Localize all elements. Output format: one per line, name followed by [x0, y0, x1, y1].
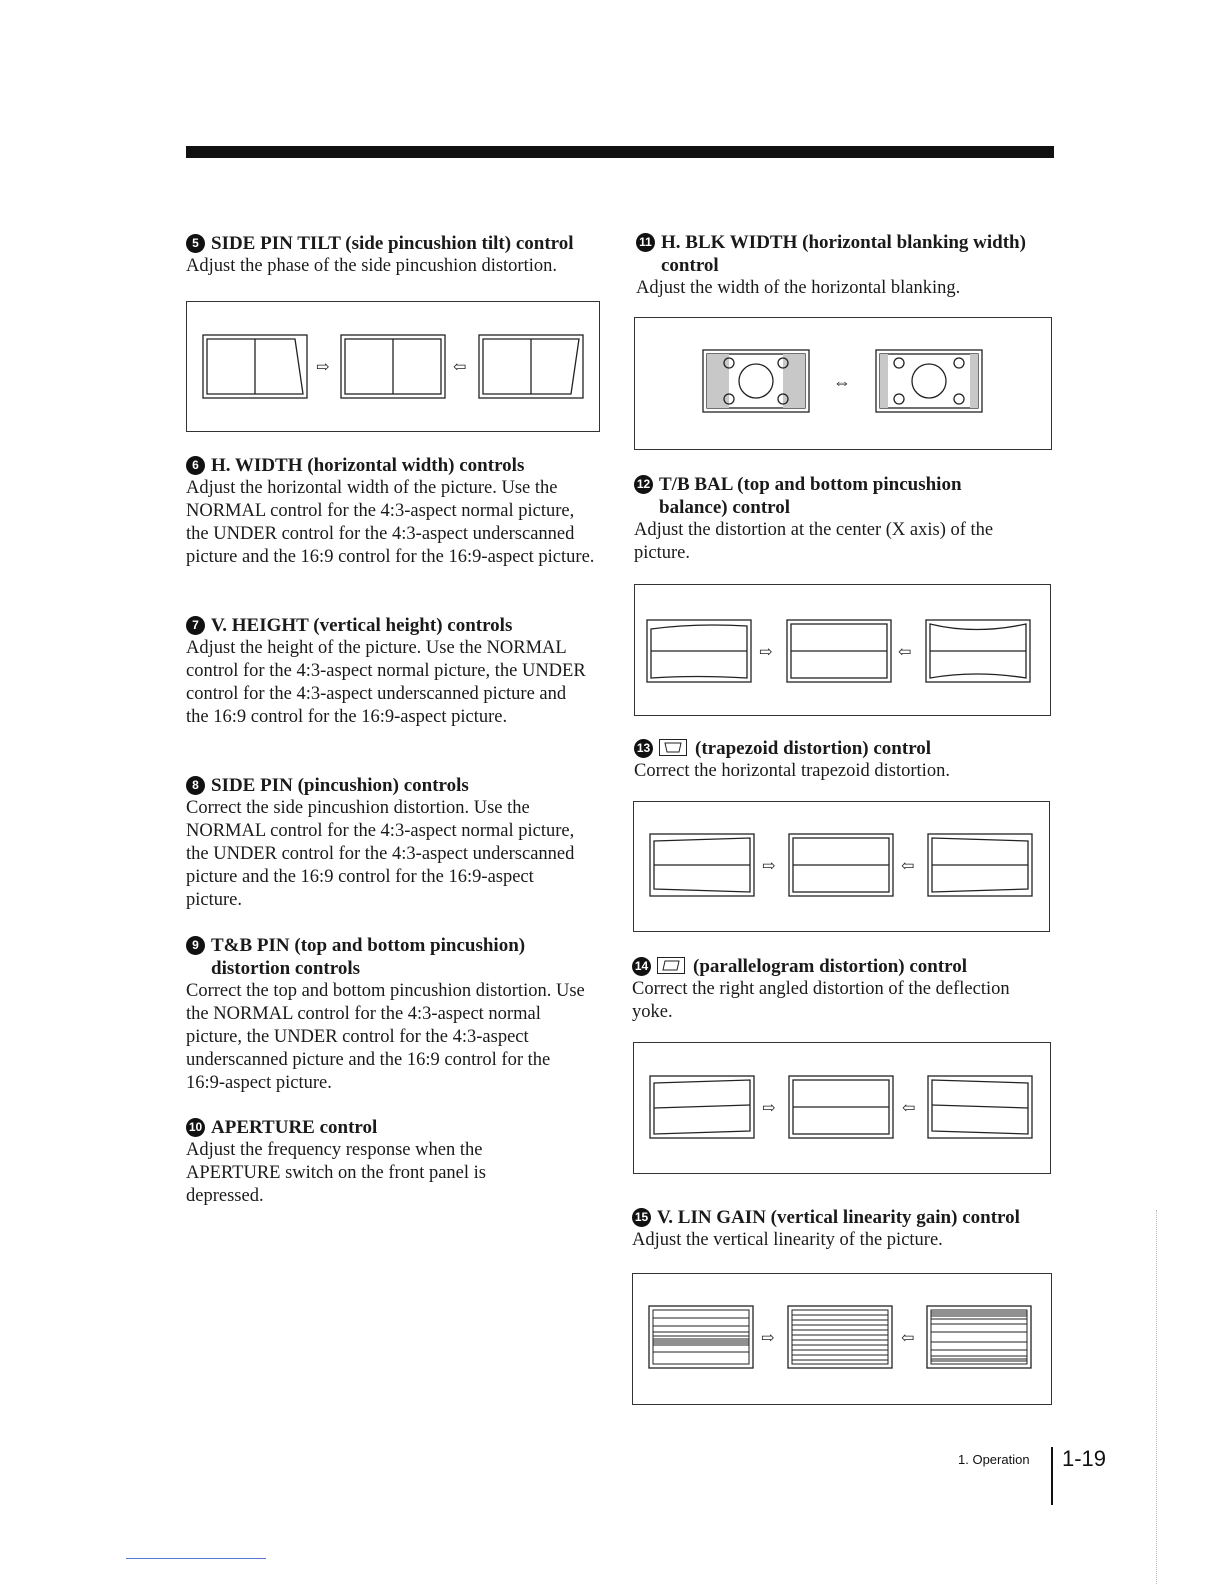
section-tb-bal	[634, 473, 1054, 565]
header-rule	[186, 146, 1054, 158]
section-heading: 9 T&B PIN (top and bottom pincushion) distortion controls	[186, 934, 606, 980]
arrow-left-icon: ⇦	[901, 858, 915, 875]
figure-tb-bal	[634, 584, 1051, 716]
section-number: 8	[186, 776, 205, 795]
section-text: Adjust the horizontal width of the picture. Use the NORMAL control for the 4:3-aspect normal picture, the UNDER control for the 4:3-aspect underscanned picture and the 16:9 control for the 16:9-aspect picture.	[186, 478, 595, 567]
section-text: Adjust the frequency response when the APERTURE switch on the front panel is depressed.	[186, 1140, 486, 1206]
section-text: Correct the top and bottom pincushion distortion. Use the NORMAL control for the 4:3-aspect normal picture, the UNDER control for the 4:3-aspect underscanned picture and the 16:9 control for the 16:9-aspect picture.	[186, 981, 585, 1093]
h-blk-width-diagram	[635, 318, 1051, 449]
section-number: 6	[186, 456, 205, 475]
figure-trapezoid	[633, 801, 1050, 932]
section-heading: 13 (trapezoid distortion) control	[634, 737, 1054, 760]
arrow-left-icon: ⇦	[902, 1100, 916, 1117]
bottom-rule	[126, 1558, 266, 1559]
section-text: Adjust the phase of the side pincushion distortion.	[186, 256, 557, 276]
parallelogram-diagram	[634, 1043, 1050, 1173]
section-text: Correct the right angled distortion of the deflection yoke.	[632, 979, 1010, 1022]
section-text: Adjust the distortion at the center (X axis) of the picture.	[634, 520, 994, 563]
arrow-right-icon: ⇨	[762, 858, 776, 875]
figure-v-lin-gain	[632, 1273, 1052, 1405]
section-heading: 8 SIDE PIN (pincushion) controls	[186, 774, 606, 797]
figure-parallelogram	[633, 1042, 1051, 1174]
section-number: 15	[632, 1208, 651, 1227]
parallelogram-icon	[657, 957, 685, 974]
page-number: 1-19	[1062, 1446, 1107, 1471]
section-h-width	[186, 454, 606, 569]
section-number: 12	[634, 475, 653, 494]
section-number: 9	[186, 936, 205, 955]
section-v-lin-gain	[632, 1206, 1057, 1252]
section-heading: 5 SIDE PIN TILT (side pincushion tilt) control	[186, 232, 606, 255]
arrow-left-icon: ⇦	[901, 1330, 915, 1347]
section-number: 11	[636, 233, 655, 252]
section-heading: 14 (parallelogram distortion) control	[632, 955, 1052, 978]
v-lin-gain-diagram	[633, 1274, 1051, 1404]
section-h-blk-width	[636, 231, 1056, 300]
figure-side-pin-tilt	[186, 301, 600, 432]
section-number: 10	[186, 1118, 205, 1137]
section-heading: 15 V. LIN GAIN (vertical linearity gain) control	[632, 1206, 1057, 1229]
section-heading: 7 V. HEIGHT (vertical height) controls	[186, 614, 606, 637]
section-heading: 10 APERTURE control	[186, 1116, 606, 1139]
section-tb-pin	[186, 934, 606, 1095]
section-text: Adjust the width of the horizontal blanking.	[636, 278, 961, 298]
section-number: 7	[186, 616, 205, 635]
section-side-pin-tilt	[186, 232, 606, 278]
trapezoid-diagram	[634, 802, 1049, 931]
arrow-left-icon: ⇦	[898, 644, 912, 661]
footer-divider	[1051, 1447, 1053, 1505]
arrow-right-icon: ⇨	[316, 359, 330, 376]
side-pin-tilt-diagram	[187, 302, 599, 431]
section-v-height	[186, 614, 606, 729]
section-text: Adjust the height of the picture. Use the NORMAL control for the 4:3-aspect normal picture, the UNDER control for the 4:3-aspect underscanned picture and the 16:9 control for the 16:9-aspect picture.	[186, 638, 586, 727]
arrow-left-icon: ⇦	[453, 359, 467, 376]
figure-h-blk-width	[634, 317, 1052, 450]
arrow-right-icon: ⇨	[762, 1100, 776, 1117]
trapezoid-icon	[659, 739, 687, 756]
section-number: 5	[186, 234, 205, 253]
section-heading: 12 T/B BAL (top and bottom pincushion balance) control	[634, 473, 1054, 519]
section-aperture	[186, 1116, 606, 1208]
section-number: 13	[634, 739, 653, 758]
section-parallelogram	[632, 955, 1052, 1024]
section-heading: 11 H. BLK WIDTH (horizontal blanking width) control	[636, 231, 1056, 277]
section-text: Correct the side pincushion distortion. Use the NORMAL control for the 4:3-aspect normal picture, the UNDER control for the 4:3-aspect underscanned picture and the 16:9 control for the 16:9-aspect picture.	[186, 798, 575, 910]
footer-section-label: 1. Operation	[958, 1452, 1030, 1467]
tb-bal-diagram	[635, 585, 1050, 715]
section-text: Correct the horizontal trapezoid distortion.	[634, 761, 950, 781]
section-side-pin	[186, 774, 606, 912]
section-trapezoid	[634, 737, 1054, 783]
section-number: 14	[632, 957, 651, 976]
edge-marks	[1156, 1210, 1158, 1584]
double-arrow-icon: ⇔	[833, 372, 851, 392]
section-heading: 6 H. WIDTH (horizontal width) controls	[186, 454, 606, 477]
arrow-right-icon: ⇨	[761, 1330, 775, 1347]
section-text: Adjust the vertical linearity of the picture.	[632, 1230, 943, 1250]
arrow-right-icon: ⇨	[759, 644, 773, 661]
